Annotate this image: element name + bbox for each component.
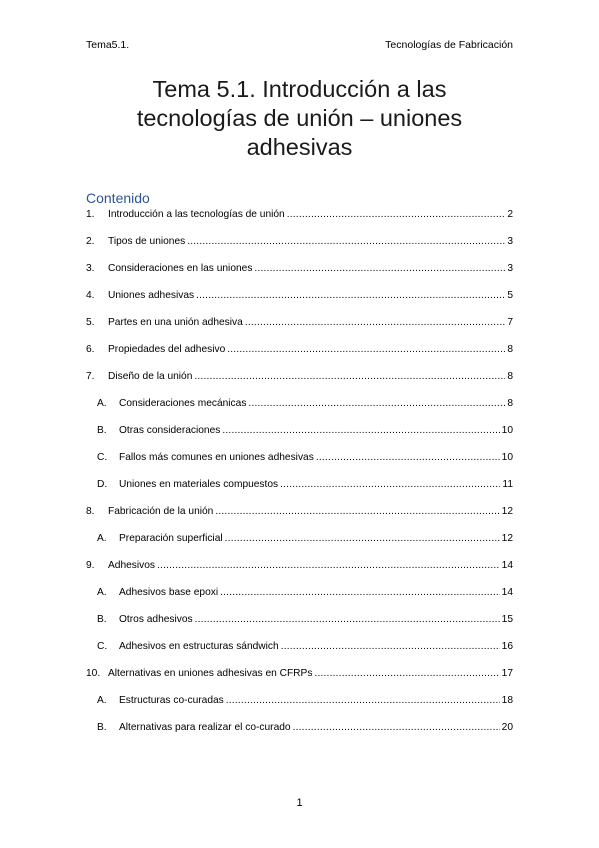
toc-dot-leader (280, 476, 500, 493)
toc-entry-label: Uniones adhesivas (108, 290, 195, 301)
toc-entry[interactable] (86, 287, 513, 314)
toc-entry-page: 10 (501, 452, 513, 463)
toc-entry-label: Consideraciones en las uniones (108, 263, 253, 274)
toc-entry[interactable] (86, 206, 513, 233)
toc-entry-number: 8. (86, 506, 95, 517)
toc-dot-leader (187, 233, 505, 250)
toc-entry-number: 10. (86, 668, 101, 679)
title-line-3: adhesivas (246, 134, 353, 160)
toc-entry-page: 15 (501, 614, 513, 625)
toc-entry-label: Alternativas para realizar el co-curado (119, 722, 291, 733)
toc-entry-label: Fallos más comunes en uniones adhesivas (119, 452, 314, 463)
toc-dot-leader (281, 638, 500, 655)
toc-entry-label: Alternativas en uniones adhesivas en CFRPs (108, 668, 313, 679)
toc-entry-label: Diseño de la unión (108, 371, 193, 382)
toc-dot-leader (196, 287, 505, 304)
toc-dot-leader (226, 692, 500, 709)
toc-entry-label: Adhesivos base epoxi (119, 587, 219, 598)
toc-entry-number: A. (97, 398, 107, 409)
toc-entry-label: Uniones en materiales compuestos (119, 479, 279, 490)
toc-entry-number: B. (97, 425, 107, 436)
toc-entry-page: 2 (507, 209, 513, 220)
toc-entry-label: Preparación superficial (119, 533, 223, 544)
toc-entry[interactable] (86, 584, 513, 611)
page-number: 1 (296, 797, 303, 809)
toc-entry[interactable] (86, 341, 513, 368)
toc-entry-label: Adhesivos en estructuras sándwich (119, 641, 279, 652)
page-header (86, 38, 513, 52)
toc-entry[interactable] (86, 530, 513, 557)
toc-dot-leader (227, 341, 505, 358)
toc-entry-label: Introducción a las tecnologías de unión (108, 209, 285, 220)
toc-dot-leader (248, 395, 505, 412)
toc-entry[interactable] (86, 719, 513, 746)
header-left-text: Tema5.1. (86, 39, 130, 51)
toc-entry-label: Adhesivos (108, 560, 156, 571)
toc-dot-leader (157, 557, 500, 574)
toc-entry[interactable] (86, 395, 513, 422)
toc-entry-number: B. (97, 614, 107, 625)
toc-dot-leader (225, 530, 500, 547)
title-line-2: tecnologías de unión – uniones (136, 105, 463, 131)
toc-entry[interactable] (86, 233, 513, 260)
toc-entry[interactable] (86, 665, 513, 692)
toc-entry[interactable] (86, 449, 513, 476)
toc-entry-label: Propiedades del adhesivo (108, 344, 226, 355)
toc-dot-leader (222, 422, 499, 439)
toc-entry-number: 3. (86, 263, 95, 274)
toc-entry[interactable] (86, 422, 513, 449)
table-of-contents (86, 206, 513, 746)
toc-dot-leader (316, 449, 500, 466)
toc-entry-number: A. (97, 695, 107, 706)
toc-entry-number: 7. (86, 371, 95, 382)
toc-entry-page: 14 (501, 587, 513, 598)
toc-entry-label: Consideraciones mecánicas (119, 398, 247, 409)
toc-dot-leader (194, 368, 505, 385)
toc-dot-leader (293, 719, 500, 736)
document-title (80, 75, 519, 162)
toc-entry-page: 11 (502, 479, 513, 490)
toc-entry[interactable] (86, 260, 513, 287)
toc-entry[interactable] (86, 314, 513, 341)
toc-entry-page: 8 (507, 398, 513, 409)
toc-entry-label: Estructuras co-curadas (119, 695, 224, 706)
toc-dot-leader (195, 611, 500, 628)
toc-entry-number: C. (97, 641, 108, 652)
toc-entry-page: 8 (507, 344, 513, 355)
toc-entry-page: 14 (501, 560, 513, 571)
toc-entry-number: 1. (86, 209, 95, 220)
toc-entry-number: 5. (86, 317, 95, 328)
toc-entry-page: 16 (501, 641, 513, 652)
header-right-text: Tecnologías de Fabricación (385, 39, 513, 51)
toc-dot-leader (254, 260, 505, 277)
toc-entry-label: Fabricación de la unión (108, 506, 214, 517)
toc-entry-page: 10 (501, 425, 513, 436)
toc-entry-number: C. (97, 452, 108, 463)
toc-entry-page: 18 (501, 695, 513, 706)
toc-entry-page: 17 (501, 668, 513, 679)
toc-entry-label: Partes en una unión adhesiva (108, 317, 243, 328)
toc-entry-page: 3 (507, 263, 513, 274)
toc-entry-number: 9. (86, 560, 95, 571)
toc-entry[interactable] (86, 503, 513, 530)
toc-entry-page: 8 (507, 371, 513, 382)
toc-entry-page: 5 (507, 290, 513, 301)
toc-entry-label: Otros adhesivos (119, 614, 193, 625)
toc-dot-leader (245, 314, 506, 331)
toc-dot-leader (287, 206, 506, 223)
toc-entry-page: 12 (501, 506, 513, 517)
toc-entry-label: Tipos de uniones (108, 236, 186, 247)
toc-entry-page: 20 (501, 722, 513, 733)
toc-dot-leader (215, 503, 499, 520)
toc-entry-label: Otras consideraciones (119, 425, 221, 436)
title-line-1: Tema 5.1. Introducción a las (152, 76, 447, 102)
toc-entry-number: 2. (86, 236, 95, 247)
toc-entry-number: 4. (86, 290, 95, 301)
toc-entry[interactable] (86, 638, 513, 665)
toc-entry[interactable] (86, 557, 513, 584)
toc-entry-number: B. (97, 722, 107, 733)
toc-entry-number: A. (97, 533, 107, 544)
toc-entry[interactable] (86, 611, 513, 638)
toc-entry-page: 3 (507, 236, 513, 247)
toc-entry-number: 6. (86, 344, 95, 355)
toc-heading: Contenido (86, 190, 150, 206)
toc-entry-page: 7 (507, 317, 513, 328)
toc-entry-number: A. (97, 587, 107, 598)
toc-entry[interactable] (86, 368, 513, 395)
toc-entry[interactable] (86, 476, 513, 503)
toc-entry-number: D. (97, 479, 108, 490)
toc-dot-leader (220, 584, 500, 601)
toc-entry-page: 12 (501, 533, 513, 544)
toc-dot-leader (314, 665, 499, 682)
toc-entry[interactable] (86, 692, 513, 719)
